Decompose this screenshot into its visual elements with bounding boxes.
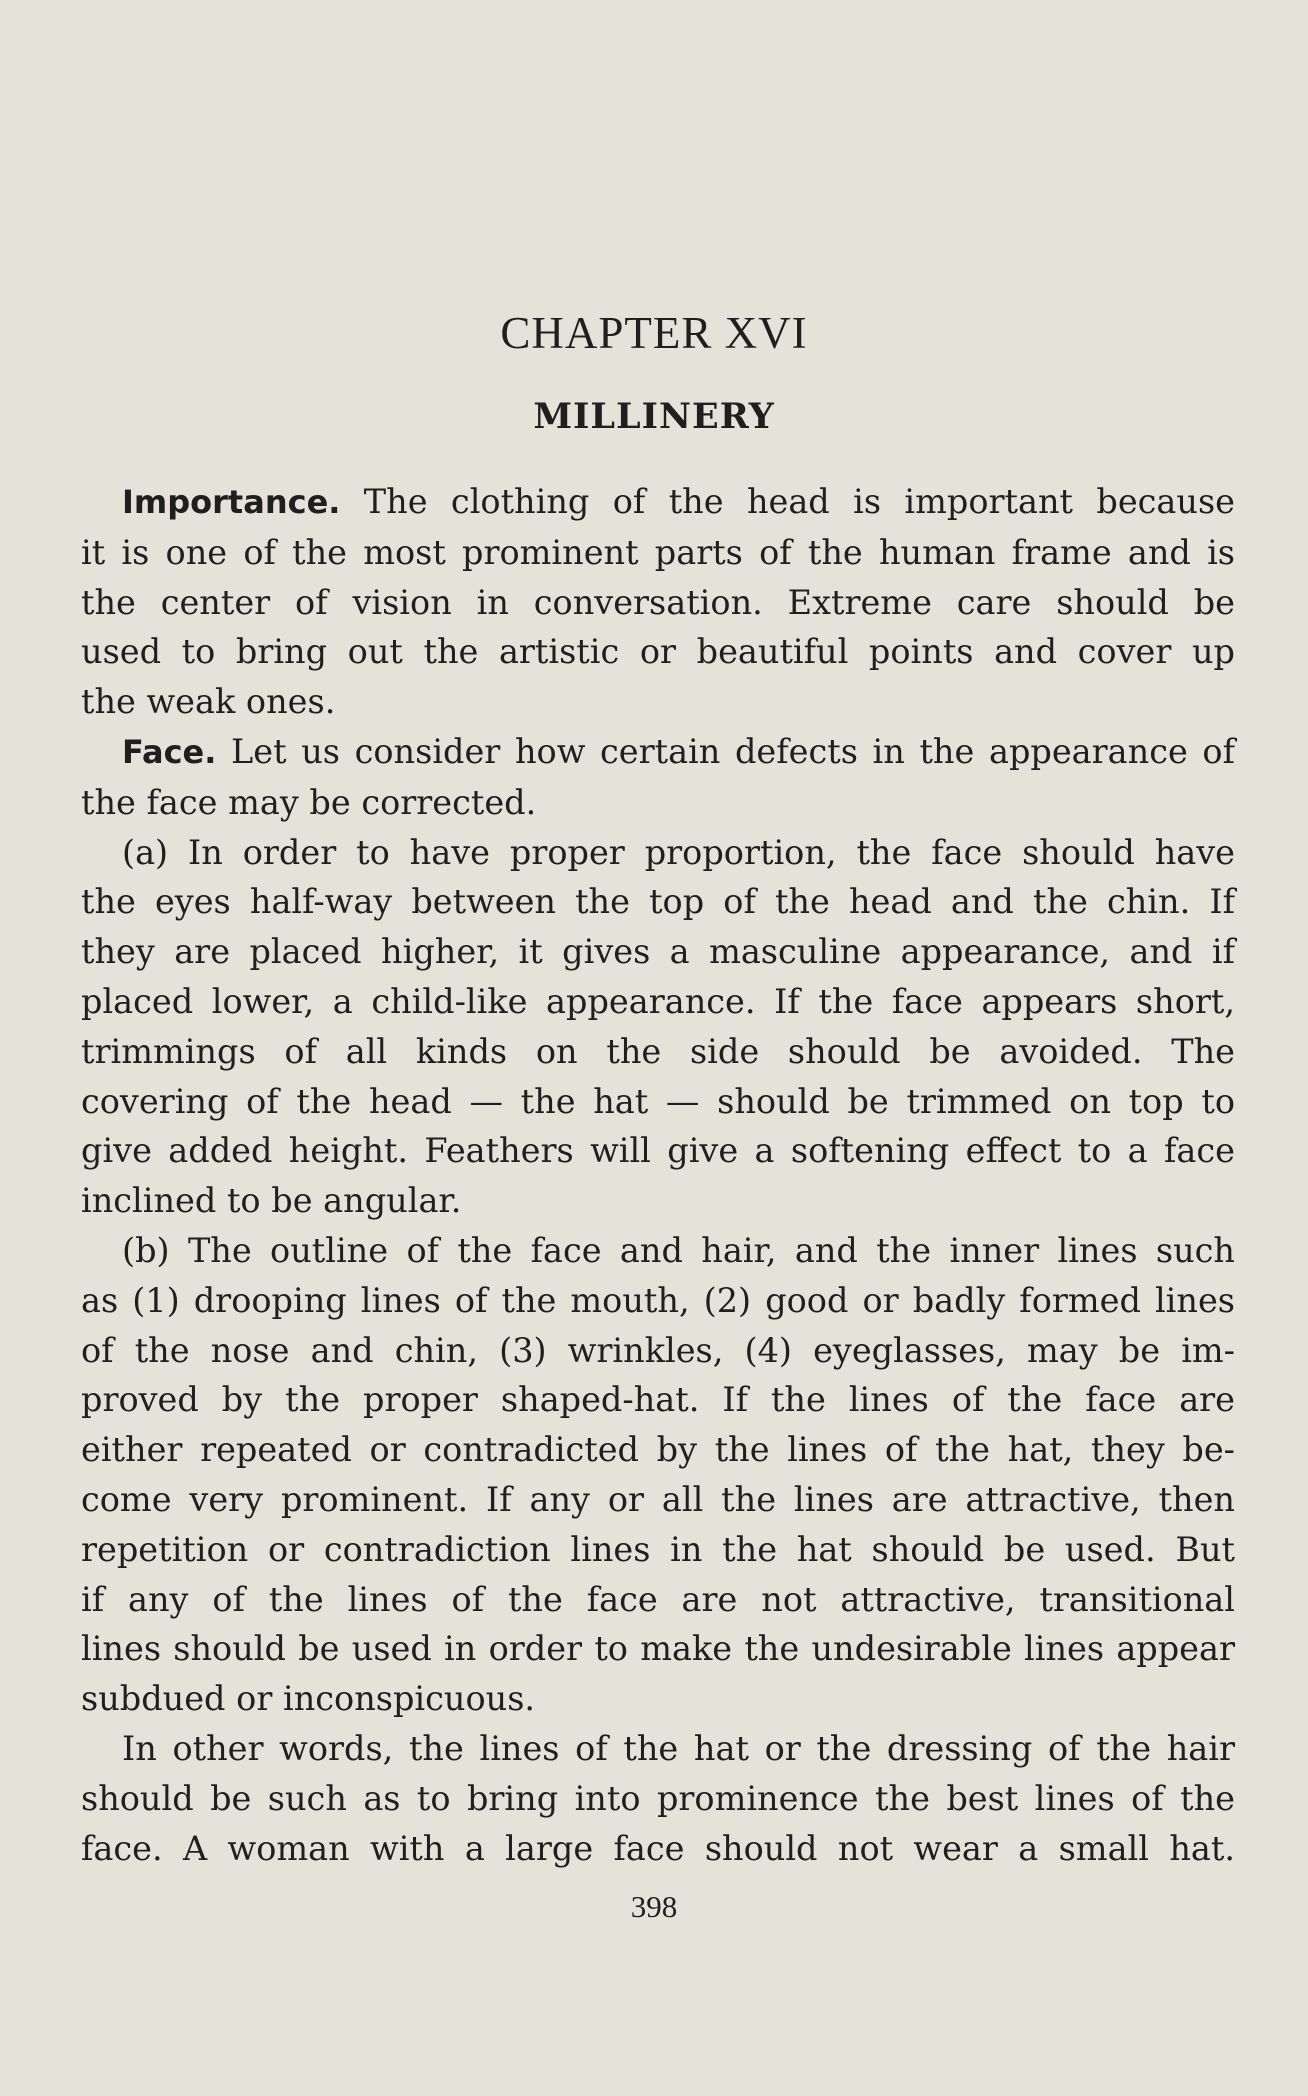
paragraph-a [81, 828, 1235, 1226]
text-line: used to bring out the artistic or beautiful points and cover up [81, 632, 1235, 672]
text-line: as (1) drooping lines of the mouth, (2) good or badly formed lines [81, 1280, 1235, 1320]
text-line: if any of the lines of the face are not attractive, transitional [81, 1579, 1235, 1619]
text-line: (a) In order to have proper proportion, the face should have [122, 832, 1235, 872]
text-line: Face. Let us consider how certain defects in the appearance of [122, 731, 1235, 771]
text-line: (b) The outline of the face and hair, and the inner lines such [122, 1230, 1235, 1270]
text-line: the face may be corrected. [81, 782, 537, 822]
text-line: trimmings of all kinds on the side should be avoided. The [81, 1031, 1235, 1071]
text-line: Importance. The clothing of the head is important because [122, 482, 1235, 521]
text-line: placed lower, a child-like appearance. If the face appears short, [81, 981, 1235, 1021]
text-line: In other words, the lines of the hat or the dressing of the hair [122, 1728, 1235, 1768]
text-line: subdued or inconspicuous. [81, 1679, 536, 1719]
text-line: repetition or contradiction lines in the hat should be used. But [81, 1529, 1235, 1569]
text-line: the weak ones. [81, 682, 336, 722]
text-line: come very prominent. If any or all the lines are attractive, then [81, 1479, 1235, 1519]
run-in-heading: Face. [122, 732, 217, 771]
paragraph-face [81, 727, 1235, 828]
paragraph-other-words [81, 1724, 1235, 1873]
run-in-heading: Importance. [122, 483, 341, 521]
text-line: of the nose and chin, (3) wrinkles, (4) eyeglasses, may be im- [81, 1330, 1235, 1370]
chapter-title: MILLINERY [533, 396, 775, 437]
text-line: should be such as to bring into prominence the best lines of the [81, 1778, 1235, 1818]
text-line: either repeated or contradicted by the lines of the hat, they be- [81, 1430, 1235, 1470]
text-line: give added height. Feathers will give a softening effect to a face [81, 1131, 1235, 1171]
text-line: they are placed higher, it gives a masculine appearance, and if [81, 932, 1235, 972]
text-line: the center of vision in conversation. Extreme care should be [81, 582, 1235, 622]
paragraph-importance [81, 477, 1235, 727]
paragraph-b [81, 1226, 1235, 1724]
text-line: it is one of the most prominent parts of the human frame and is [81, 532, 1235, 572]
body-text [81, 477, 1235, 1873]
page-number: 398 [630, 1889, 678, 1924]
chapter-number: CHAPTER XVI [500, 308, 808, 358]
text-line: inclined to be angular. [81, 1181, 462, 1221]
text-line: proved by the proper shaped-hat. If the lines of the face are [81, 1380, 1235, 1420]
text-line: face. A woman with a large face should not wear a small hat. [81, 1828, 1235, 1868]
text-line: covering of the head — the hat — should be trimmed on top to [81, 1081, 1235, 1121]
text-line: the eyes half-way between the top of the head and the chin. If [81, 882, 1235, 922]
text-line: lines should be used in order to make the undesirable lines appear [81, 1629, 1235, 1669]
